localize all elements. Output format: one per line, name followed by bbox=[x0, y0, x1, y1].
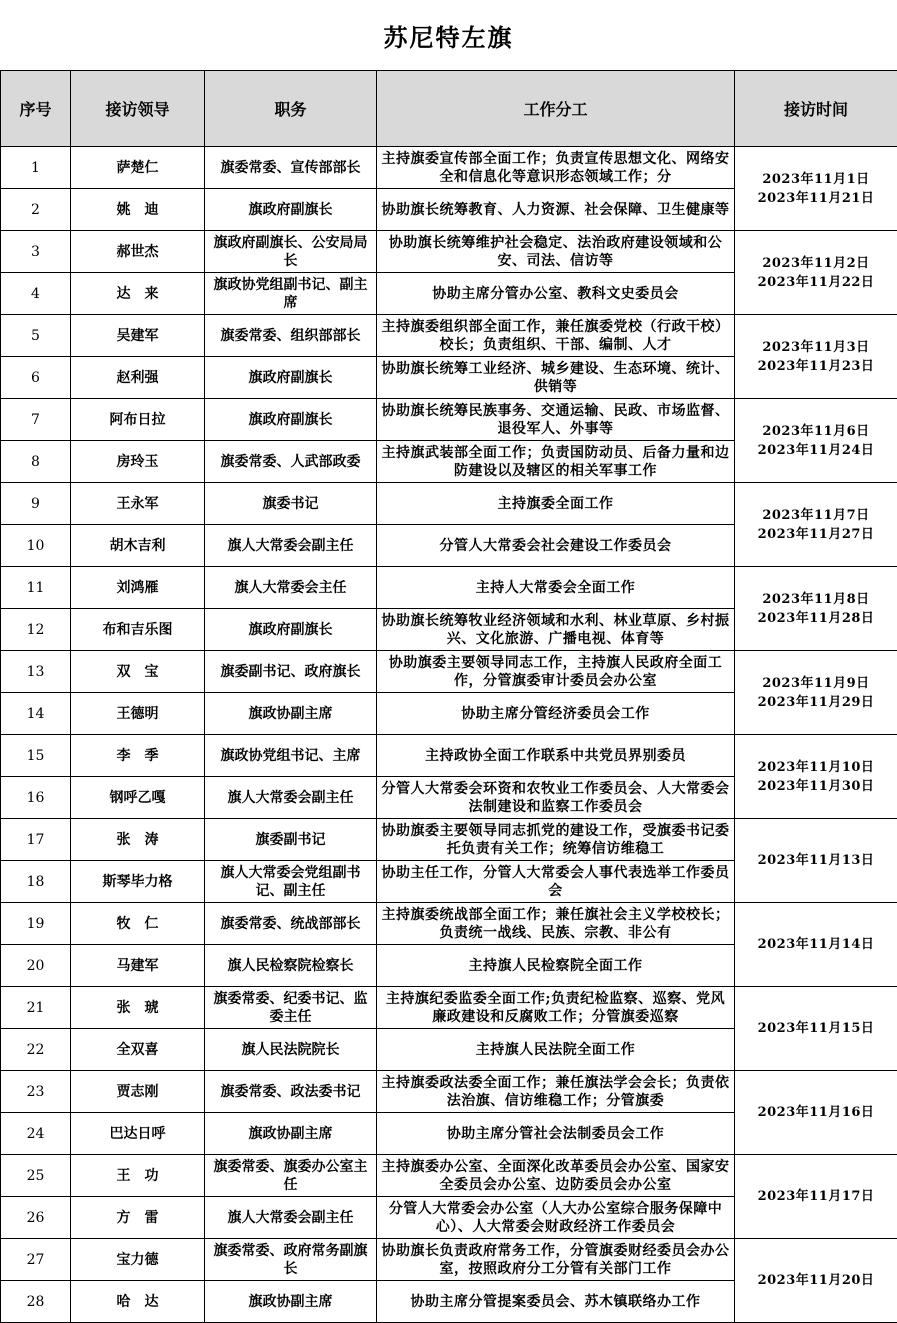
leader-name: 宝力德 bbox=[71, 1239, 205, 1281]
table-row bbox=[1, 651, 897, 693]
leader-name: 双 宝 bbox=[71, 651, 205, 693]
row-number: 8 bbox=[1, 441, 71, 483]
leader-name: 钢呼乙嘎 bbox=[71, 777, 205, 819]
leader-position-text: 旗委常委、统战部部长 bbox=[220, 915, 361, 932]
work-duty bbox=[377, 735, 735, 777]
leader-position bbox=[205, 861, 377, 903]
reception-time bbox=[735, 231, 897, 315]
leader-name: 张 涛 bbox=[71, 819, 205, 861]
leader-name: 斯琴毕力格 bbox=[71, 861, 205, 903]
leader-name: 王永军 bbox=[71, 483, 205, 525]
work-duty bbox=[377, 987, 735, 1029]
row-number: 27 bbox=[1, 1239, 71, 1281]
work-duty-text: 主持旗人民检察院全面工作 bbox=[468, 957, 643, 974]
leader-position-text: 旗政府副旗长 bbox=[248, 369, 333, 386]
work-duty bbox=[377, 609, 735, 651]
leader-position-text: 旗政府副旗长、公安局局长 bbox=[213, 234, 368, 269]
work-duty-text: 协助旗长统筹工业经济、城乡建设、生态环境、统计、供销等 bbox=[381, 360, 730, 395]
work-duty bbox=[377, 525, 735, 567]
reception-date: 2023年11月6日 bbox=[762, 423, 870, 439]
work-duty-text: 主持旗委全面工作 bbox=[497, 495, 614, 512]
reception-date: 2023年11月28日 bbox=[757, 610, 875, 626]
leader-position-text: 旗人大常委会副主任 bbox=[227, 1209, 354, 1226]
leader-position bbox=[205, 1029, 377, 1071]
leader-position-text: 旗政协党组副书记、副主席 bbox=[213, 276, 368, 311]
work-duty bbox=[377, 1197, 735, 1239]
leader-name: 布和吉乐图 bbox=[71, 609, 205, 651]
reception-date: 2023年11月15日 bbox=[757, 1021, 875, 1036]
work-duty bbox=[377, 1029, 735, 1071]
leader-name: 马建军 bbox=[71, 945, 205, 987]
work-duty bbox=[377, 693, 735, 735]
row-number: 23 bbox=[1, 1071, 71, 1113]
row-number: 16 bbox=[1, 777, 71, 819]
reception-time bbox=[735, 651, 897, 735]
reception-schedule-table bbox=[0, 70, 897, 1323]
leader-position-text: 旗委副书记 bbox=[255, 831, 326, 848]
work-duty-text: 主持旗武装部全面工作；负责国防动员、后备力量和边防建设以及辖区的相关军事工作 bbox=[381, 444, 730, 479]
reception-time bbox=[735, 399, 897, 483]
leader-position bbox=[205, 1281, 377, 1323]
leader-name: 王德明 bbox=[71, 693, 205, 735]
leader-position-text: 旗委常委、政法委书记 bbox=[220, 1083, 361, 1100]
leader-position bbox=[205, 945, 377, 987]
table-body bbox=[1, 147, 897, 1323]
row-number: 7 bbox=[1, 399, 71, 441]
leader-position bbox=[205, 273, 377, 315]
table-row bbox=[1, 819, 897, 861]
header-seq: 序号 bbox=[1, 71, 71, 147]
leader-name: 牧 仁 bbox=[71, 903, 205, 945]
leader-name: 吴建军 bbox=[71, 315, 205, 357]
leader-name: 刘鸿雁 bbox=[71, 567, 205, 609]
reception-time bbox=[735, 903, 897, 987]
leader-position bbox=[205, 735, 377, 777]
work-duty-text: 主持旗委宣传部全面工作；负责宣传思想文化、网络安全和信息化等意识形态领域工作；分 bbox=[381, 150, 730, 185]
table-row bbox=[1, 1239, 897, 1281]
work-duty bbox=[377, 483, 735, 525]
row-number: 24 bbox=[1, 1113, 71, 1155]
reception-date: 2023年11月8日 bbox=[762, 591, 870, 607]
leader-name: 哈 达 bbox=[71, 1281, 205, 1323]
work-duty bbox=[377, 357, 735, 399]
table-row bbox=[1, 315, 897, 357]
row-number: 22 bbox=[1, 1029, 71, 1071]
work-duty bbox=[377, 777, 735, 819]
table-row bbox=[1, 147, 897, 189]
leader-position-text: 旗委常委、宣传部部长 bbox=[220, 159, 361, 176]
reception-time bbox=[735, 315, 897, 399]
row-number: 12 bbox=[1, 609, 71, 651]
row-number: 20 bbox=[1, 945, 71, 987]
row-number: 17 bbox=[1, 819, 71, 861]
work-duty bbox=[377, 651, 735, 693]
work-duty-text: 主持旗委组织部全面工作，兼任旗委党校（行政干校）校长；负责组织、干部、编制、人才 bbox=[381, 318, 730, 353]
leader-position bbox=[205, 777, 377, 819]
work-duty bbox=[377, 1281, 735, 1323]
work-duty-text: 分管人大常委会办公室（人大办公室综合服务保障中心）、人大常委会财政经济工作委员会 bbox=[388, 1200, 723, 1235]
work-duty bbox=[377, 567, 735, 609]
work-duty bbox=[377, 903, 735, 945]
leader-position-text: 旗政协副主席 bbox=[248, 705, 333, 722]
leader-position-text: 旗委常委、组织部部长 bbox=[220, 327, 361, 344]
reception-date: 2023年11月9日 bbox=[762, 675, 870, 691]
reception-date: 2023年11月30日 bbox=[757, 778, 875, 794]
row-number: 15 bbox=[1, 735, 71, 777]
reception-date: 2023年11月7日 bbox=[762, 507, 870, 523]
work-duty-text: 协助旗长统筹牧业经济领域和水利、林业草原、乡村振兴、文化旅游、广播电视、体育等 bbox=[381, 612, 730, 647]
leader-position-text: 旗政协副主席 bbox=[248, 1293, 333, 1310]
leader-name: 贾志刚 bbox=[71, 1071, 205, 1113]
work-duty-text: 协助旗长统筹教育、人力资源、社会保障、卫生健康等 bbox=[381, 201, 730, 218]
work-duty-text: 协助主任工作，分管人大常委会人事代表选举工作委员会 bbox=[381, 864, 730, 899]
reception-time bbox=[735, 735, 897, 819]
work-duty-text: 协助旗委主要领导同志工作，主持旗人民政府全面工作，分管旗委审计委员会办公室 bbox=[388, 654, 723, 689]
work-duty-text: 分管人大常委会环资和农牧业工作委员会、人大常委会法制建设和监察工作委员会 bbox=[381, 780, 730, 815]
leader-name: 郝世杰 bbox=[71, 231, 205, 273]
work-duty bbox=[377, 273, 735, 315]
row-number: 4 bbox=[1, 273, 71, 315]
row-number: 11 bbox=[1, 567, 71, 609]
leader-name: 全双喜 bbox=[71, 1029, 205, 1071]
work-duty bbox=[377, 1239, 735, 1281]
leader-position-text: 旗政府副旗长 bbox=[248, 201, 333, 218]
leader-position-text: 旗委常委、政府常务副旗长 bbox=[213, 1242, 368, 1277]
row-number: 28 bbox=[1, 1281, 71, 1323]
leader-name: 萨楚仁 bbox=[71, 147, 205, 189]
leader-position bbox=[205, 567, 377, 609]
leader-position-text: 旗政协副主席 bbox=[248, 1125, 333, 1142]
table-row bbox=[1, 1071, 897, 1113]
row-number: 13 bbox=[1, 651, 71, 693]
table-header-row bbox=[1, 71, 897, 147]
work-duty-text: 主持旗委办公室、全面深化改革委员会办公室、国家安全委员会办公室、边防委员会办公室 bbox=[381, 1158, 730, 1193]
leader-position bbox=[205, 315, 377, 357]
row-number: 18 bbox=[1, 861, 71, 903]
reception-date: 2023年11月1日 bbox=[762, 171, 870, 187]
reception-date: 2023年11月24日 bbox=[757, 442, 875, 458]
row-number: 26 bbox=[1, 1197, 71, 1239]
leader-position-text: 旗人民检察院检察长 bbox=[227, 957, 354, 974]
reception-time bbox=[735, 147, 897, 231]
work-duty-text: 主持旗委统战部全面工作；兼任旗社会主义学校校长；负责统一战线、民族、宗教、非公有 bbox=[381, 906, 730, 941]
leader-position bbox=[205, 819, 377, 861]
work-duty bbox=[377, 945, 735, 987]
page-title: 苏尼特左旗 bbox=[383, 22, 514, 52]
reception-date: 2023年11月2日 bbox=[762, 255, 870, 271]
reception-date: 2023年11月3日 bbox=[762, 339, 870, 355]
reception-date: 2023年11月21日 bbox=[757, 190, 875, 206]
reception-date: 2023年11月14日 bbox=[757, 937, 875, 952]
leader-name: 姚 迪 bbox=[71, 189, 205, 231]
leader-position bbox=[205, 483, 377, 525]
row-number: 21 bbox=[1, 987, 71, 1029]
row-number: 5 bbox=[1, 315, 71, 357]
table-row bbox=[1, 483, 897, 525]
work-duty-text: 分管人大常委会社会建设工作委员会 bbox=[439, 537, 672, 554]
table-row bbox=[1, 1155, 897, 1197]
work-duty-text: 协助主席分管社会法制委员会工作 bbox=[446, 1125, 665, 1142]
leader-name: 胡木吉利 bbox=[71, 525, 205, 567]
leader-name: 张 琥 bbox=[71, 987, 205, 1029]
reception-time bbox=[735, 1239, 897, 1323]
leader-position-text: 旗人民法院院长 bbox=[241, 1041, 340, 1058]
reception-date: 2023年11月13日 bbox=[757, 853, 875, 868]
reception-date: 2023年11月17日 bbox=[757, 1189, 875, 1204]
leader-position bbox=[205, 1113, 377, 1155]
header-time: 接访时间 bbox=[735, 71, 897, 147]
leader-name: 巴达日呼 bbox=[71, 1113, 205, 1155]
leader-position bbox=[205, 189, 377, 231]
leader-position-text: 旗人大常委会主任 bbox=[234, 579, 347, 596]
leader-name: 赵利强 bbox=[71, 357, 205, 399]
table-row bbox=[1, 567, 897, 609]
table-row bbox=[1, 735, 897, 777]
leader-position bbox=[205, 693, 377, 735]
work-duty bbox=[377, 399, 735, 441]
work-duty bbox=[377, 231, 735, 273]
leader-position bbox=[205, 399, 377, 441]
table-row bbox=[1, 231, 897, 273]
work-duty-text: 主持人大常委会全面工作 bbox=[475, 579, 636, 596]
row-number: 9 bbox=[1, 483, 71, 525]
leader-position-text: 旗委常委、旗委办公室主任 bbox=[213, 1158, 368, 1193]
work-duty bbox=[377, 441, 735, 483]
work-duty bbox=[377, 189, 735, 231]
row-number: 2 bbox=[1, 189, 71, 231]
header-duty: 工作分工 bbox=[377, 71, 735, 147]
leader-name: 达 来 bbox=[71, 273, 205, 315]
table-row bbox=[1, 903, 897, 945]
reception-time bbox=[735, 1155, 897, 1239]
leader-name: 李 季 bbox=[71, 735, 205, 777]
header-position: 职务 bbox=[205, 71, 377, 147]
table-row bbox=[1, 399, 897, 441]
work-duty-text: 协助主席分管提案委员会、苏木镇联络办工作 bbox=[410, 1293, 701, 1310]
leader-position bbox=[205, 441, 377, 483]
leader-position-text: 旗政府副旗长 bbox=[248, 411, 333, 428]
row-number: 14 bbox=[1, 693, 71, 735]
leader-position bbox=[205, 525, 377, 567]
leader-position bbox=[205, 1071, 377, 1113]
leader-name: 方 雷 bbox=[71, 1197, 205, 1239]
leader-position-text: 旗委书记 bbox=[262, 495, 319, 512]
table-row bbox=[1, 987, 897, 1029]
work-duty-text: 协助旗长统筹维护社会稳定、法治政府建设领域和公安、司法、信访等 bbox=[388, 234, 723, 269]
leader-position bbox=[205, 903, 377, 945]
leader-position bbox=[205, 147, 377, 189]
work-duty bbox=[377, 1113, 735, 1155]
reception-time bbox=[735, 483, 897, 567]
leader-position-text: 旗人大常委会副主任 bbox=[227, 537, 354, 554]
row-number: 10 bbox=[1, 525, 71, 567]
row-number: 25 bbox=[1, 1155, 71, 1197]
work-duty-text: 主持旗人民法院全面工作 bbox=[475, 1041, 636, 1058]
leader-name: 房玲玉 bbox=[71, 441, 205, 483]
work-duty bbox=[377, 1155, 735, 1197]
reception-date: 2023年11月20日 bbox=[757, 1273, 875, 1288]
work-duty-text: 主持旗纪委监委全面工作;负责纪检监察、巡察、党风廉政建设和反腐败工作；分管旗委巡察 bbox=[385, 990, 726, 1025]
row-number: 1 bbox=[1, 147, 71, 189]
work-duty bbox=[377, 819, 735, 861]
leader-name: 王 功 bbox=[71, 1155, 205, 1197]
reception-date: 2023年11月16日 bbox=[757, 1105, 875, 1120]
work-duty-text: 主持政协全面工作联系中共党员界别委员 bbox=[425, 747, 686, 764]
leader-position bbox=[205, 1155, 377, 1197]
reception-date: 2023年11月10日 bbox=[757, 759, 875, 775]
reception-date: 2023年11月22日 bbox=[757, 274, 875, 290]
reception-time bbox=[735, 819, 897, 903]
work-duty bbox=[377, 861, 735, 903]
leader-position bbox=[205, 609, 377, 651]
leader-position-text: 旗政协党组书记、主席 bbox=[220, 747, 361, 764]
leader-position-text: 旗委常委、纪委书记、监委主任 bbox=[213, 990, 368, 1025]
reception-date: 2023年11月27日 bbox=[757, 526, 875, 542]
row-number: 19 bbox=[1, 903, 71, 945]
leader-position bbox=[205, 651, 377, 693]
leader-position bbox=[205, 1197, 377, 1239]
work-duty-text: 协助主席分管经济委员会工作 bbox=[461, 705, 650, 722]
reception-time bbox=[735, 1071, 897, 1155]
row-number: 6 bbox=[1, 357, 71, 399]
leader-position bbox=[205, 987, 377, 1029]
work-duty-text: 主持旗委政法委全面工作；兼任旗法学会会长；负责依法治旗、信访维稳工作；分管旗委 bbox=[381, 1074, 730, 1109]
leader-position bbox=[205, 1239, 377, 1281]
work-duty bbox=[377, 147, 735, 189]
leader-name: 阿布日拉 bbox=[71, 399, 205, 441]
leader-position-text: 旗委常委、人武部政委 bbox=[220, 453, 361, 470]
reception-date: 2023年11月29日 bbox=[757, 694, 875, 710]
leader-position-text: 旗人大常委会党组副书记、副主任 bbox=[220, 864, 361, 899]
work-duty bbox=[377, 1071, 735, 1113]
leader-position-text: 旗人大常委会副主任 bbox=[227, 789, 354, 806]
work-duty-text: 协助旗长统筹民族事务、交通运输、民政、市场监督、退役军人、外事等 bbox=[381, 402, 730, 437]
row-number: 3 bbox=[1, 231, 71, 273]
work-duty-text: 协助旗委主要领导同志抓党的建设工作，受旗委书记委托负责有关工作；统筹信访维稳工 bbox=[381, 822, 730, 857]
header-leader: 接访领导 bbox=[71, 71, 205, 147]
reception-time bbox=[735, 987, 897, 1071]
reception-date: 2023年11月23日 bbox=[757, 358, 875, 374]
reception-time bbox=[735, 567, 897, 651]
leader-position bbox=[205, 231, 377, 273]
leader-position-text: 旗政府副旗长 bbox=[248, 621, 333, 638]
work-duty-text: 协助主席分管办公室、教科文史委员会 bbox=[432, 285, 679, 302]
work-duty bbox=[377, 315, 735, 357]
work-duty-text: 协助旗长负责政府常务工作，分管旗委财经委员会办公室，按照政府分工分管有关部门工作 bbox=[381, 1242, 730, 1277]
leader-position-text: 旗委副书记、政府旗长 bbox=[220, 663, 361, 680]
leader-position bbox=[205, 357, 377, 399]
